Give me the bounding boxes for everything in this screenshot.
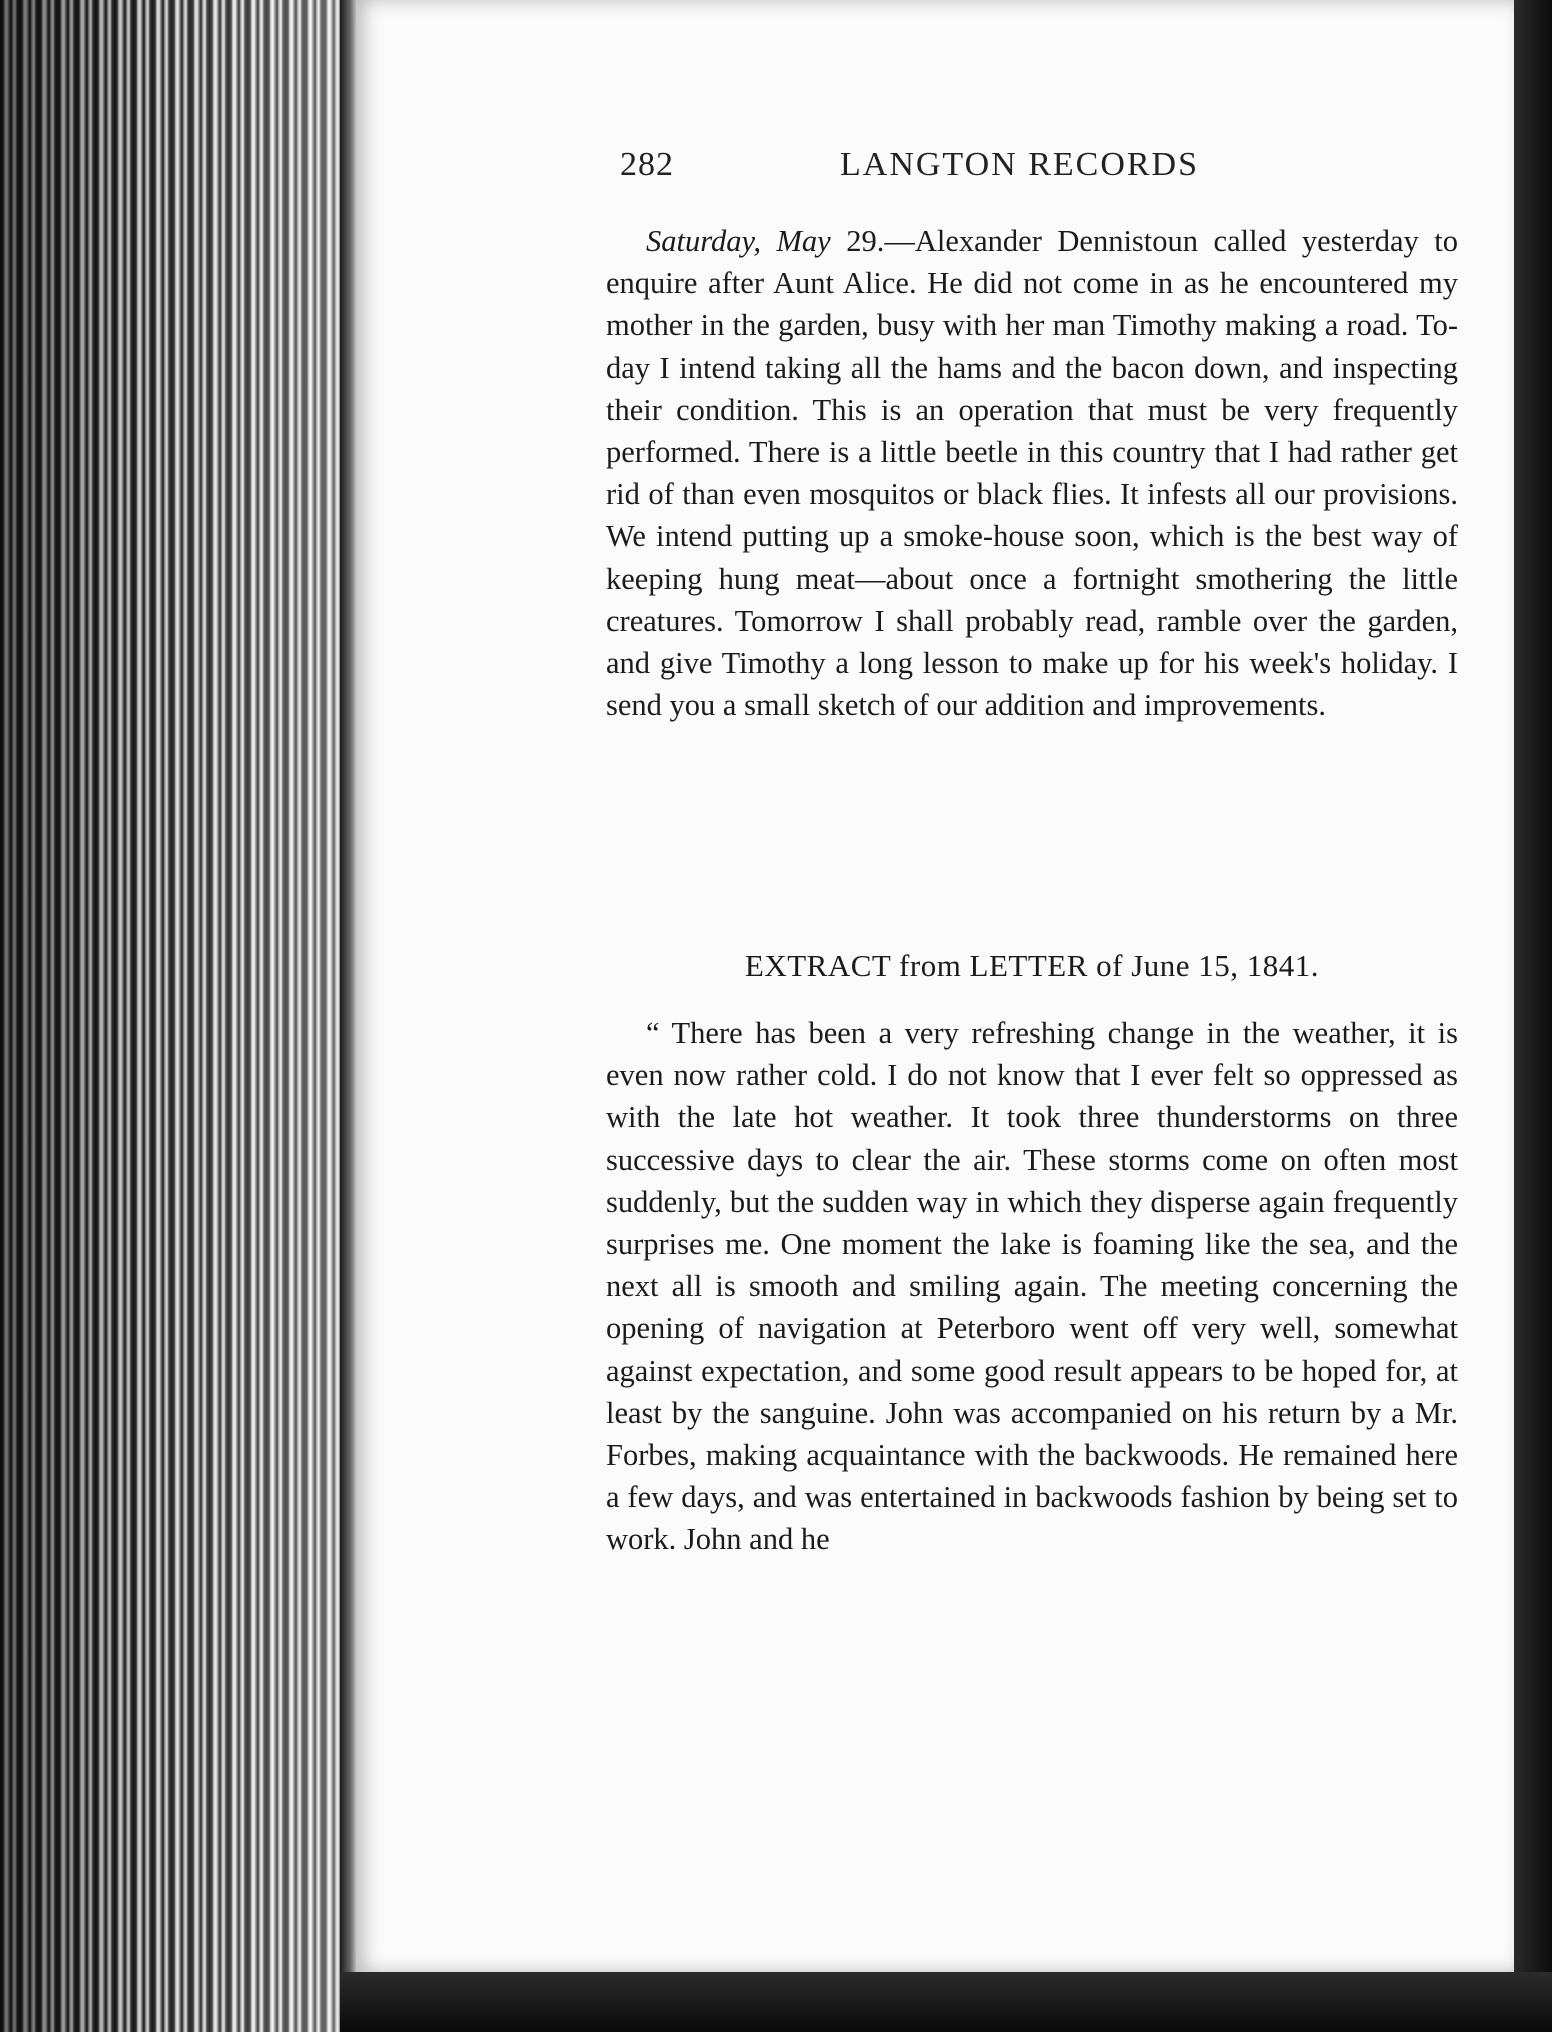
diary-entry: [606, 220, 1458, 726]
right-page-edge: [1514, 0, 1552, 2032]
letter-paragraph: “ There has been a very refreshing change in the weather, it is even now rather cold. I do not know that I ever felt so oppressed as with the late hot weather. It took three thunderstorms on three successive days to clear the air. These storms come on often most suddenly, but the sudden way in which they disperse again frequently surprises me. One moment the lake is foaming like the sea, and the next all is smooth and smiling again. The meeting concerning the opening of navigation at Peterboro went off very well, somewhat against expectation, and some good result appears to be hoped for, at least by the sanguine. John was accompanied on his return by a Mr. Forbes, making acquaintance with the backwoods. He remained here a few days, and was entertained in backwoods fashion by being set to work. John and he: [606, 1016, 1458, 1557]
entry-day: 29.: [830, 224, 885, 258]
letter-extract: [606, 1012, 1458, 1561]
bottom-page-edge: [340, 1972, 1552, 2032]
running-head: [620, 146, 1240, 194]
page-number: 282: [620, 146, 674, 183]
entry-text: —Alexander Dennistoun called yesterday to enquire after Aunt Alice. He did not come in as he encountered my mother in the garden, busy with her man Timothy making a road. To-day I intend taking all the hams and the bacon down, and inspecting their condition. This is an operation that must be very frequently performed. There is a little beetle in this country that I had rather get rid of than even mosquitos or black flies. It infests all our provisions. We intend putting up a smoke-house soon, which is the best way of keeping hung meat—about once a fortnight smothering the little creatures. Tomorrow I shall probably read, ramble over the garden, and give Timothy a long lesson to make up for his week's holiday. I send you a small sketch of our addition and improvements.: [606, 224, 1458, 723]
extract-heading: EXTRACT from LETTER of June 15, 1841.: [744, 948, 1320, 983]
book-title: LANGTON RECORDS: [840, 146, 1200, 183]
entry-date: Saturday, May: [646, 224, 831, 258]
diary-entry-paragraph: [606, 220, 1458, 726]
page-stack-edges: [0, 0, 352, 2032]
